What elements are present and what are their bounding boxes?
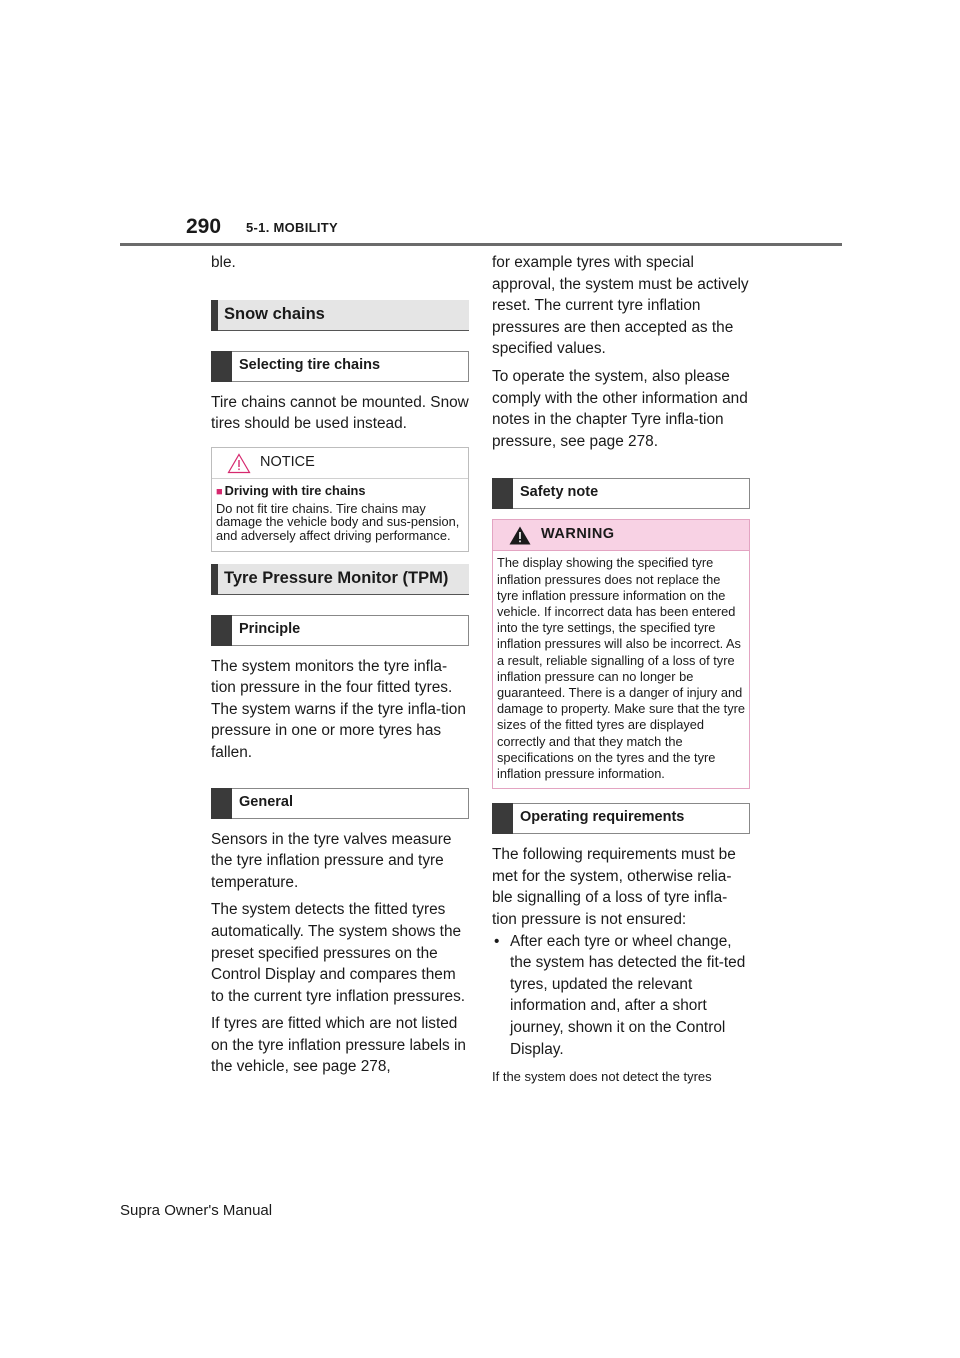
section-title: 5-1. MOBILITY [246,220,339,235]
heading-label: Snow chains [224,304,325,323]
trailing-line: If the system does not detect the tyres [492,1069,712,1085]
page-number: 290 [186,215,222,238]
warning-title: WARNING [541,526,615,543]
heading-bar [492,803,513,834]
right-column [492,252,750,1086]
footer-manual-title: Supra Owner's Manual [120,1202,273,1219]
principle-paragraph: The system monitors the tyre infla-tion pressure in the four fitted tyres. The system warns if the tyre infla-tion pressure in one or more tyres has fallen. [211,657,466,761]
heading-general [211,788,469,819]
requirements-list [492,931,750,1061]
heading-selecting-tire-chains [211,351,469,382]
right-paragraph-2: To operate the system, also please comply with the other information and notes in the chapter Tyre infla-tion pressure, see page 278. [492,367,748,450]
heading-label: General [239,793,293,810]
warning-text: The display showing the specified tyre inflation pressures does not replace the tyre inflation pressure information on the vehicle. If incorrect data has been entered into the tyre settings, the specified tyre inflation pressures will also be incorrect. As a result, reliable signalling of a loss of tyre inflation pressure can no longer be guaranteed. There is a danger of injury and damage to property. Make sure that the tyre sizes of the fitted tyres are displayed correctly and that they match the specifications on the tyres and the tyre inflation pressure information. [497,555,746,781]
heading-tyre-pressure-monitor [211,564,469,595]
header-divider [120,243,842,246]
heading-bar [211,351,232,382]
notice-title: NOTICE [260,453,315,470]
selecting-paragraph: Tire chains cannot be mounted. Snow tires should be used instead. [211,393,469,433]
notice-box [211,447,469,552]
warning-header [493,520,749,551]
warning-triangle-icon [508,525,532,546]
heading-label: Tyre Pressure Monitor (TPM) [224,568,449,587]
right-paragraph-1: for example tyres with special approval, the system must be actively reset. The current tyre inflation pressures are then accepted as the specified values. [492,254,749,358]
notice-subheading: ■ Driving with tire chains [216,482,366,498]
heading-bar [211,300,218,331]
heading-bar [492,478,513,509]
general-paragraph-1: Sensors in the tyre valves measure the tyre inflation pressure and tyre temperature. [211,830,452,891]
heading-snow-chains [211,300,469,331]
heading-principle [211,615,469,646]
left-column [211,252,469,1084]
bullet-dot-icon: • [494,932,500,950]
general-paragraph-2: The system detects the fitted tyres automatically. The system shows the preset specified pressures on the Control Display and compares them to the current tyre inflation pressures. [211,901,466,1005]
notice-header [212,448,468,479]
heading-label: Principle [239,620,301,637]
warning-box [492,519,750,789]
heading-bar [211,615,232,646]
operating-paragraph: The following requirements must be met for the system, otherwise relia-ble signalling of a loss of tyre infla-tion pressure is not ensured: [492,846,736,928]
heading-bar [211,564,218,595]
caution-triangle-icon [227,453,251,474]
heading-safety-note [492,478,750,509]
general-paragraph-3: If tyres are fitted which are not listed on the tyre inflation pressure labels in the vehicle, see page 278, [211,1015,466,1076]
heading-label: Operating requirements [520,809,685,826]
square-bullet-icon: ■ [216,485,223,498]
notice-text: Do not fit tire chains. Tire chains may damage the vehicle body and sus-pension, and adversely affect driving performance. [216,500,460,543]
list-item: • After each tyre or wheel change, the system has detected the fit-ted tyres, updated the relevant information and, after a short journey, shown it on the Control Display. [494,932,746,1058]
heading-label: Safety note [520,484,599,501]
heading-operating-requirements [492,803,750,834]
heading-bar [211,788,232,819]
heading-label: Selecting tire chains [239,356,381,373]
intro-fragment: ble. [211,254,236,271]
